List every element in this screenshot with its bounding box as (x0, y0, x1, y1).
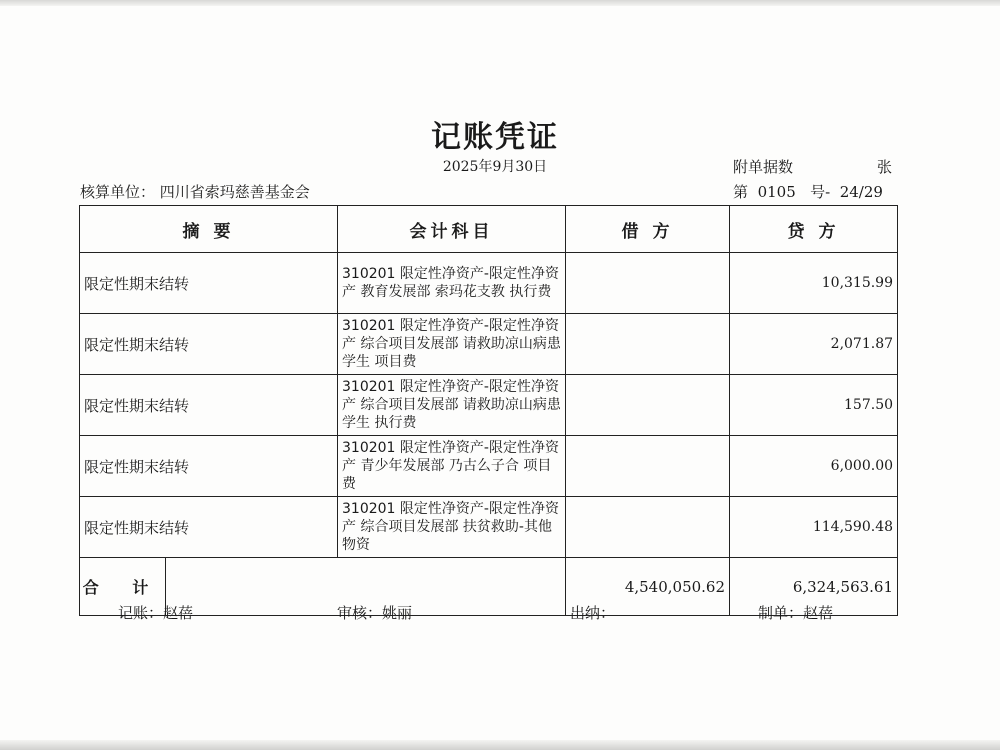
scan-bottom-edge (0, 740, 1000, 750)
scan-top-edge (0, 0, 1000, 6)
row-credit: 157.50 (730, 375, 898, 436)
row-debit (566, 375, 730, 436)
preparer-signature: 制单：赵蓓 (758, 604, 834, 622)
reviewer-signature: 审核：姚丽 (337, 604, 413, 622)
total-credit: 6,324,563.61 (730, 558, 898, 616)
row-summary: 限定性期末结转 (80, 253, 338, 314)
voucher-number-mid: 号- (810, 183, 831, 201)
row-debit (566, 314, 730, 375)
voucher-table (79, 205, 898, 616)
row-debit (566, 253, 730, 314)
row-credit: 10,315.99 (730, 253, 898, 314)
row-credit: 2,071.87 (730, 314, 898, 375)
header-summary: 摘 要 (80, 206, 338, 253)
table-row (80, 436, 898, 497)
row-summary: 限定性期末结转 (80, 497, 338, 558)
row-account: 310201 限定性净资产-限定性净资产 综合项目发展部 扶贫救助-其他 物资 (338, 497, 566, 558)
accounting-unit-name: 四川省索玛慈善基金会 (159, 183, 310, 201)
table-row (80, 497, 898, 558)
table-row (80, 314, 898, 375)
row-summary: 限定性期末结转 (80, 375, 338, 436)
table-header-row (80, 206, 898, 253)
attachment-count-label: 附单据数 (733, 158, 794, 176)
header-account: 会计科目 (338, 206, 566, 253)
voucher-date: 2025年9月30日 (442, 159, 548, 175)
voucher-number-prefix: 第 (733, 183, 749, 201)
total-debit: 4,540,050.62 (566, 558, 730, 616)
row-debit (566, 436, 730, 497)
voucher-number (733, 181, 883, 202)
voucher-title: 记账凭证 (431, 120, 559, 155)
row-account: 310201 限定性净资产-限定性净资产 综合项目发展部 请救助凉山病患学生 项目费 (338, 314, 566, 375)
table-row (80, 375, 898, 436)
header-credit: 贷 方 (730, 206, 898, 253)
row-summary: 限定性期末结转 (80, 436, 338, 497)
row-account: 310201 限定性净资产-限定性净资产 综合项目发展部 请救助凉山病患学生 执行费 (338, 375, 566, 436)
total-label: 合 计 (80, 558, 166, 616)
cashier-signature: 出纳： (570, 604, 616, 622)
row-credit: 114,590.48 (730, 497, 898, 558)
row-debit (566, 497, 730, 558)
accounting-unit-label: 核算单位： (80, 183, 156, 201)
row-summary: 限定性期末结转 (80, 314, 338, 375)
row-account: 310201 限定性净资产-限定性净资产 教育发展部 索玛花支教 执行费 (338, 253, 566, 314)
table-row (80, 253, 898, 314)
voucher-number-page: 24/29 (839, 183, 883, 201)
header-debit: 借 方 (566, 206, 730, 253)
attachment-count-unit: 张 (877, 158, 893, 176)
accounting-unit (80, 181, 310, 202)
row-account: 310201 限定性净资产-限定性净资产 青少年发展部 乃古么子合 项目费 (338, 436, 566, 497)
voucher-number-value: 0105 (757, 183, 796, 201)
bookkeeper-signature: 记账：赵蓓 (118, 604, 194, 622)
row-credit: 6,000.00 (730, 436, 898, 497)
